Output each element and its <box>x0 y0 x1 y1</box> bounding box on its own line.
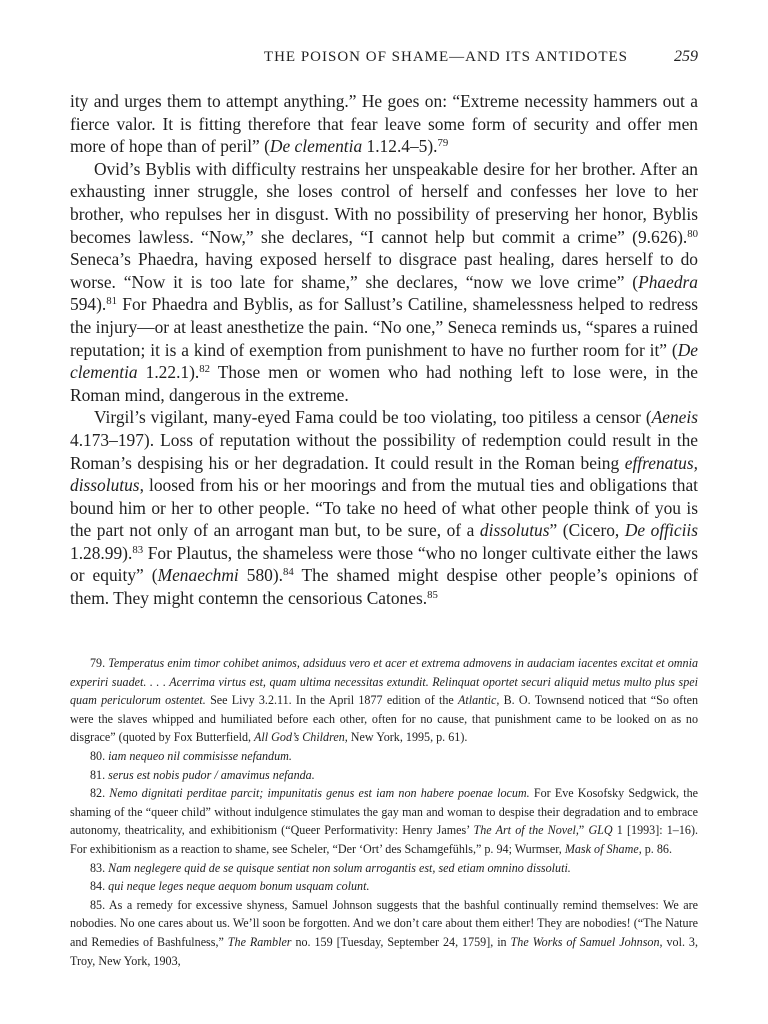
cited-work: All God’s Children, <box>254 730 348 745</box>
footnote-ref-80[interactable]: 80 <box>687 227 698 240</box>
cited-work: Aeneis <box>651 407 698 428</box>
body-paragraph-2: Ovid’s Byblis with difficulty restrains her unspeakable desire for her brother. After an exhausting inner struggle, she loses control of herself and confesses her love to her brother, who repulses her in disgust. With no possibility of preserving her honor, Byblis becomes lawless. “Now,” she declares, “I cannot help but commit a crime” (9.626).$^{80}$ Seneca’s Phaedra, having exposed herself to disgrace past healing, dares herself to do worse. “Now it is too late for shame,” she declares, “now we love crime” (Phaedra 594).$^{81}$ For Phaedra and Byblis, as for Sallust’s Catiline, shamelessness helped to redress the injury—or at least anesthetize the pain. “No one,” Seneca reminds us, “spares a ruined reputation; it is a kind of exemption from punishment to have no further room for it” (De clementia 1.22.1).$^{82}$ Those men or women who had nothing left to lose were, in the Roman mind, dangerous in the extreme. <box>70 158 699 405</box>
latin-quote: serus est nobis pudor / amavimus nefanda. <box>108 767 315 782</box>
cited-work: The Works of Samuel Johnson, <box>510 934 663 949</box>
cited-work: Atlantic, <box>458 693 500 708</box>
footnote-79: 79. Temperatus enim timor cohibet animos, adsiduus vero et acer et extrema admovens in audaciam iacentes excitat et omnia experiri suadet. . . . Acerrima virtus est, quam ultima necessitas extundit. Relinquat oportet securi aliquid metus multo plus spei quam periculorum ostentet. See Livy 3.2.11. In the April 1877 edition of the Atlantic, B. O. Townsend noticed that “So often were the slaves whipped and humiliated before each other, often for no cause, that punishment came to be looked on as no disgrace” (quoted by Fox Butterfield, All God’s Children, New York, 1995, p. 61). <box>70 656 698 745</box>
footnote-84 <box>70 877 698 896</box>
footnote-number: 80. <box>90 748 106 763</box>
footnote-number: 81. <box>90 767 106 782</box>
running-head <box>70 46 698 70</box>
latin-term: effrenatus, dissolutus <box>70 452 698 496</box>
footnote-83 <box>70 859 698 878</box>
footnote-number: 79. <box>90 656 106 670</box>
cited-work: Menaechmi <box>157 565 239 586</box>
page-number: 259 <box>674 48 698 65</box>
footnote-number: 85. <box>90 897 106 912</box>
latin-term: dissolutus <box>479 520 550 541</box>
body-text <box>70 90 698 610</box>
latin-quote: Nam neglegere quid de se quisque sentiat non solum arrogantis est, sed etiam omnino dissoluti. <box>108 860 571 875</box>
cited-work: De clementia <box>269 136 363 157</box>
body-paragraph-3: Virgil’s vigilant, many-eyed Fama could be too violating, too pitiless a censor (Aeneis 4.173–197). Loss of reputation without the possibility of redemption could result in the Roman’s despising his or her degradation. It could result in the Roman being effrenatus, dissolutus, loosed from his or her moorings and from the mutual ties and obligations that bound him or her to other people. “To take no heed of what other people think of you is the part not only of an arrogant man but, to be sure, of a dissolutus” (Cicero, De officiis 1.28.99).$^{83}$ For Plautus, the shameless were those “who no longer cultivate either the laws or equity” (Menaechmi 580).$^{84}$ The shamed might despise other people’s opinions of them. They might contemn the censorious Catones.$^{85}$ <box>70 407 698 609</box>
footnote-number: 83. <box>90 860 106 875</box>
footnotes <box>70 654 698 970</box>
footnote-ref-83[interactable]: 83 <box>132 543 144 556</box>
cited-work: GLQ <box>588 823 613 838</box>
latin-quote: qui neque leges neque aequom bonum usquam colunt. <box>108 879 370 894</box>
cited-work: Phaedra <box>638 271 698 292</box>
footnote-number: 82. <box>90 786 106 801</box>
body-paragraph-1: ity and urges them to attempt anything.” He goes on: “Extreme necessity hammers out a fierce valor. It is fitting therefore that fear leave some form of security and offer men more of hope than of peril” (De clementia 1.12.4–5).$^{79}$ <box>70 91 698 157</box>
footnote-85: 85. As a remedy for excessive shyness, Samuel Johnson suggests that the bashful continually remind themselves: We are nobodies. No one cares about us. We’ll soon be forgotten. And we don’t care about them either! They are nobodies! (“The Nature and Remedies of Bashfulness,” The Rambler no. 159 [Tuesday, September 24, 1759], in The Works of Samuel Johnson, vol. 3, Troy, New York, 1903, <box>70 897 698 968</box>
footnote-81 <box>70 766 698 785</box>
cited-work: De clementia <box>70 339 698 383</box>
footnote-number: 84. <box>90 879 106 894</box>
latin-quote: iam nequeo nil commisisse nefandum. <box>108 748 292 763</box>
footnote-ref-85[interactable]: 85 <box>427 589 438 602</box>
footnote-ref-79[interactable]: 79 <box>437 137 449 150</box>
footnote-82: 82. Nemo dignitati perditae parcit; impunitatis genus est iam non habere poenae locum. For Eve Kosofsky Sedgwick, the shaming of the “queer child” without indulgence stimulates the gay man and woman to despise their degradation and to embrace autonomy, theatricality, and exhibitionism (“Queer Performativity: Henry James’ The Art of the Novel,” GLQ 1 [1993]: 1–16). For exhibitionism as a reaction to shame, see Scheler, “Der ‘Ort’ des Schamgefühls,” p. 94; Wurmser, Mask of Shame, p. 86. <box>70 786 698 856</box>
latin-quote: Nemo dignitati perditae parcit; impunitatis genus est iam non habere poenae locum. <box>109 786 530 801</box>
footnote-ref-84[interactable]: 84 <box>283 566 294 579</box>
footnote-80 <box>70 747 698 766</box>
footnote-ref-82[interactable]: 82 <box>199 363 211 376</box>
footnote-ref-81[interactable]: 81 <box>106 295 117 308</box>
cited-work: The Rambler <box>227 934 292 949</box>
latin-quote: Temperatus enim timor cohibet animos, adsiduus vero et acer et extrema admovens in audaciam iacentes excitat et omnia experiri suadet. . . . Acerrima virtus est, quam ultima necessitas extundit. Relinquat oportet securi aliquid metus multo plus spei quam periculorum ostentet. <box>70 656 698 708</box>
cited-work: De officiis <box>624 520 698 541</box>
cited-work: Mask of Shame, <box>564 841 642 856</box>
running-head-title: THE POISON OF SHAME—AND ITS ANTIDOTES <box>263 49 628 65</box>
cited-work: The Art of the Novel, <box>473 823 579 838</box>
